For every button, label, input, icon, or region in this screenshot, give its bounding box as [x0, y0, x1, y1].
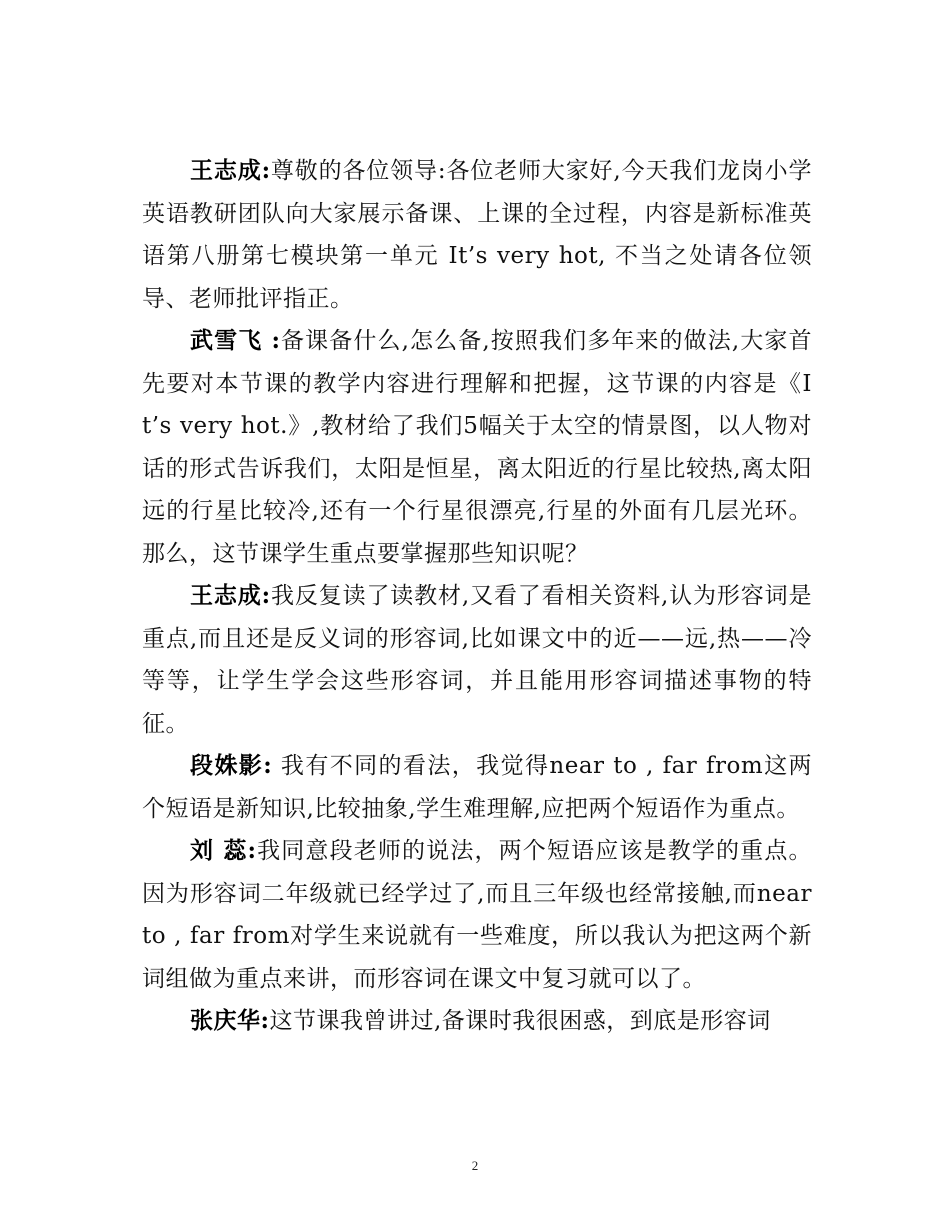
- speaker-separator: :: [247, 837, 257, 864]
- paragraph-wang-zhicheng-1: [142, 150, 812, 320]
- paragraph-text: 尊敬的各位领导:各位老师大家好,今天我们龙岗小学英语教研团队向大家展示备课、上课的全过程，内容是新标准英语第八册第七模块第一单元 It’s very hot, 不当之处请各位领导、老师批评指正。: [142, 158, 813, 312]
- paragraph-zhang-qinghua: [142, 1000, 812, 1043]
- page-number: 2: [471, 1158, 479, 1173]
- speaker-name: 王志成: [190, 157, 262, 184]
- paragraph-text: 备课备什么,怎么备,按照我们多年来的做法,大家首先要对本节课的教学内容进行理解和把握，这节课的内容是《It’s very hot.》,教材给了我们5幅关于太空的情景图，以人物对话的形式告诉我们，太阳是恒星，离太阳近的行星比较热,离太阳远的行星比较冷,还有一个行星很漂亮,行星的外面有几层光环。那么，这节课学生重点要掌握那些知识呢？: [142, 328, 812, 567]
- speaker-separator: :: [261, 582, 271, 609]
- paragraph-text: 我同意段老师的说法，两个短语应该是教学的重点。因为形容词二年级就已经学过了,而且三年级也经常接触,而near to , far from对学生来说就有一些难度，所以我认为把这两个新词组做为重点来讲，而形容词在课文中复习就可以了。: [142, 838, 812, 992]
- speaker-separator: :: [261, 157, 271, 184]
- speaker-name: 王志成: [190, 582, 262, 609]
- paragraph-liu-rui: [142, 830, 812, 1000]
- paragraph-text: 我有不同的看法，我觉得near to , far from这两个短语是新知识,比较抽象,学生难理解,应把两个短语作为重点。: [142, 753, 812, 822]
- paragraph-text: 我反复读了读教材,又看了看相关资料,认为形容词是重点,而且还是反义词的形容词,比如课文中的近——远,热——冷等等，让学生学会这些形容词，并且能用形容词描述事物的特征。: [142, 583, 813, 737]
- speaker-separator: :: [263, 752, 273, 779]
- paragraph-text: 这节课我曾讲过,备课时我很困惑，到底是形容词: [269, 1008, 771, 1034]
- speaker-name: 张庆华: [190, 1007, 261, 1034]
- speaker-separator: :: [262, 327, 281, 354]
- speaker-name: 武雪飞: [190, 327, 263, 354]
- speaker-name: 刘 蕊: [190, 837, 248, 864]
- speaker-name: 段姝影: [190, 752, 264, 779]
- document-body: [142, 150, 812, 1043]
- paragraph-duan-shuying: [142, 745, 812, 830]
- paragraph-wang-zhicheng-2: [142, 575, 812, 745]
- speaker-separator: :: [260, 1007, 270, 1034]
- paragraph-wu-xuefei: [142, 320, 812, 575]
